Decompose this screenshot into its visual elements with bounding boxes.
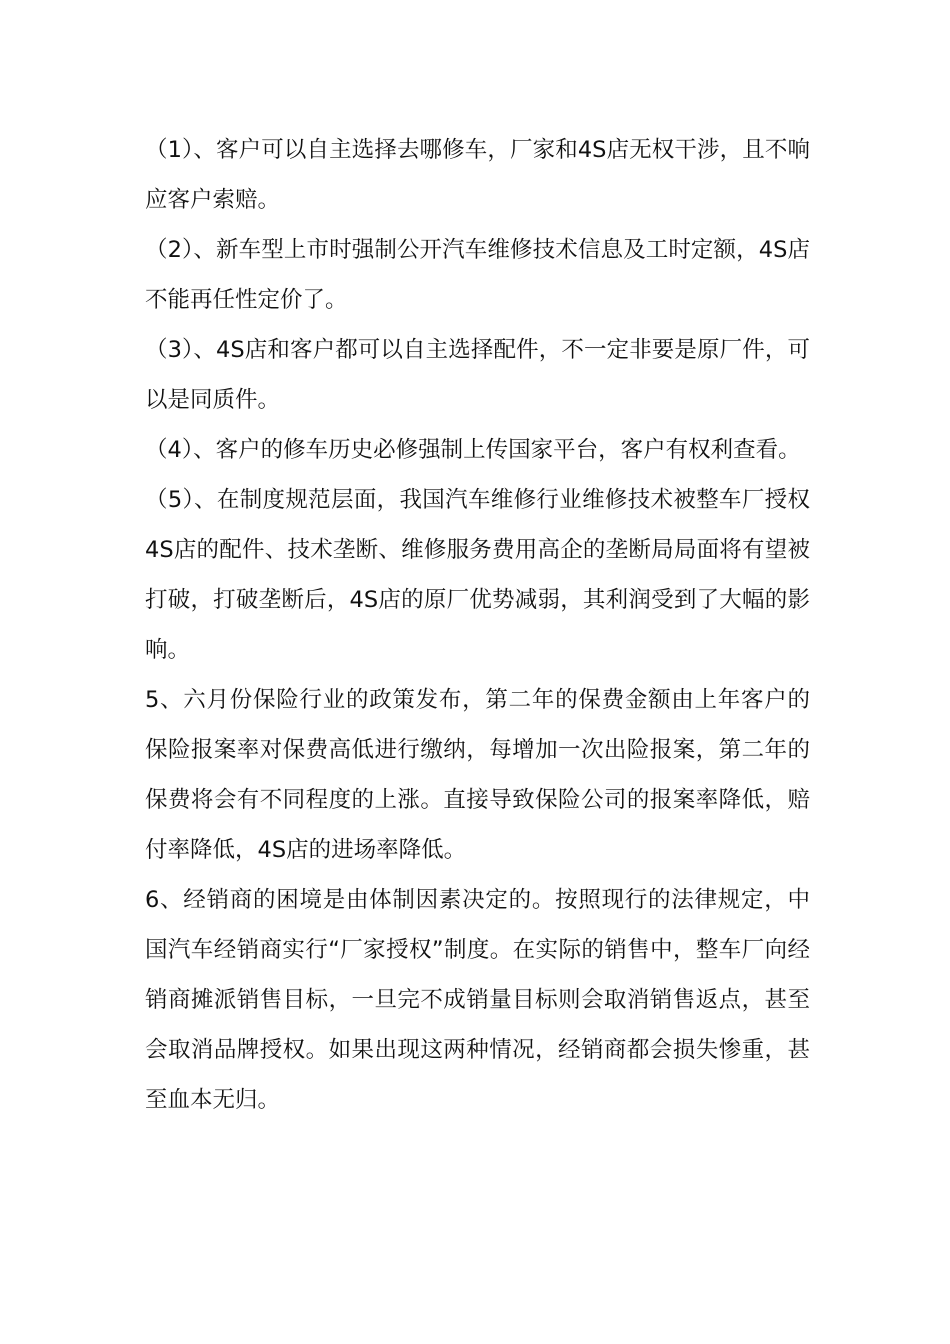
paragraph-section-6: 6、经销商的困境是由体制因素决定的。按照现行的法律规定，中国汽车经销商实行“厂家授权”制度。在实际的销售中，整车厂向经销商摊派销售目标，一旦完不成销量目标则会取消销售返点，甚至会取消品牌授权。如果出现这两种情况，经销商都会损失惨重，甚至血本无归。 [145,887,810,1113]
document-body [145,125,810,1125]
paragraph-item-4: （4）、客户的修车历史必修强制上传国家平台，客户有权利查看。 [145,437,801,463]
paragraph-section-5: 5、六月份保险行业的政策发布，第二年的保费金额由上年客户的保险报案率对保费高低进行缴纳，每增加一次出险报案，第二年的保费将会有不同程度的上涨。直接导致保险公司的报案率降低，赔付率降低，4S店的进场率降低。 [145,687,810,863]
paragraph-item-2: （2）、新车型上市时强制公开汽车维修技术信息及工时定额，4S店不能再任性定价了。 [145,237,810,313]
paragraph-item-3: （3）、4S店和客户都可以自主选择配件，不一定非要是原厂件，可以是同质件。 [145,337,810,413]
paragraph-item-5: （5）、在制度规范层面，我国汽车维修行业维修技术被整车厂授权4S店的配件、技术垄断、维修服务费用高企的垄断局局面将有望被打破，打破垄断后，4S店的原厂优势减弱，其利润受到了大幅的影响。 [145,487,810,663]
paragraph-item-1: （1）、客户可以自主选择去哪修车，厂家和4S店无权干涉，且不响应客户索赔。 [145,137,810,213]
